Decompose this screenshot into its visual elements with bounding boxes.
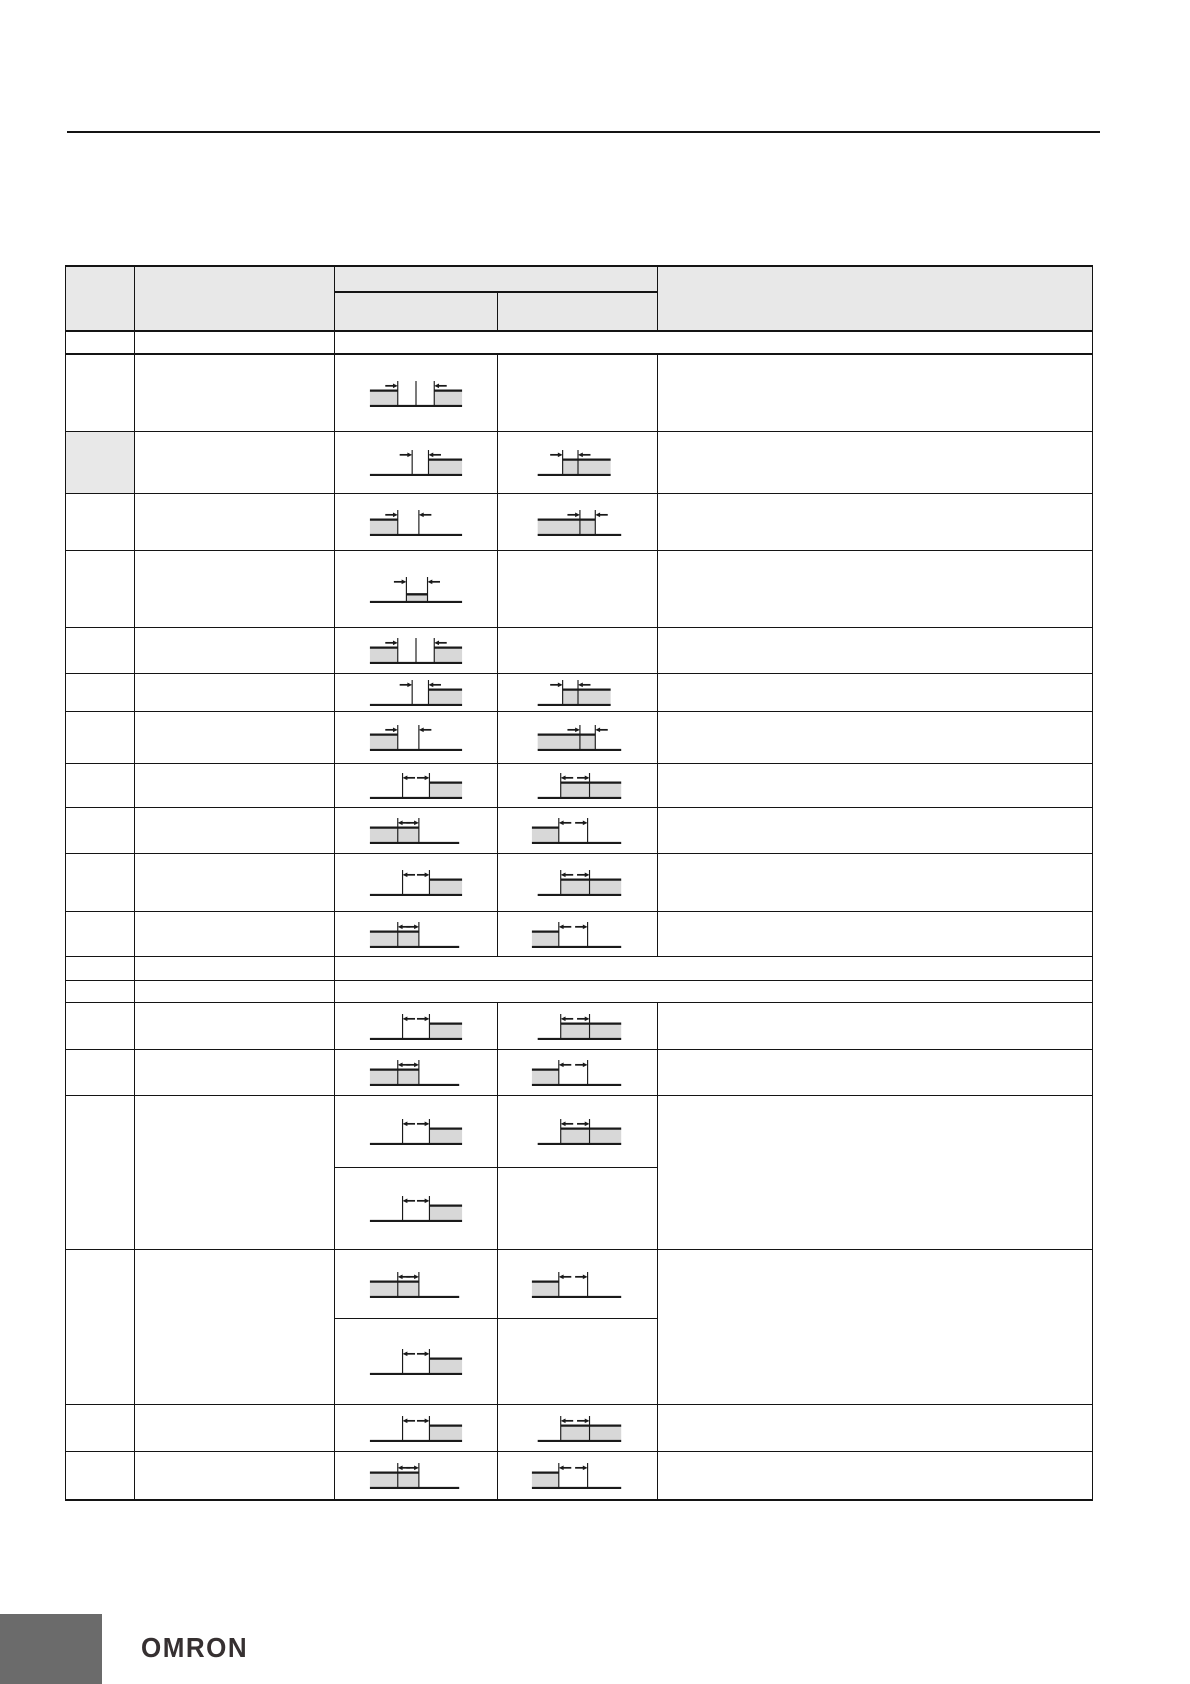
table-cell (66, 674, 135, 712)
timing-diagram-rise_outward (368, 1345, 464, 1378)
timing-diagram-on_outward (530, 769, 626, 802)
table-cell (658, 1003, 1092, 1050)
table-cell (335, 674, 498, 712)
table-cell (498, 854, 658, 912)
table-cell (135, 1096, 335, 1250)
table-cell (66, 355, 135, 432)
table-cell (498, 628, 658, 674)
timing-diagram-fall_outward (530, 918, 626, 951)
timing-diagram-on_inward (530, 676, 626, 709)
table-cell (498, 1096, 658, 1168)
table-cell (66, 1003, 135, 1050)
table-cell (66, 912, 135, 957)
table-cell (498, 764, 658, 808)
timing-diagram-on_outward (530, 1412, 626, 1445)
table-cell (335, 494, 498, 551)
table-cell (135, 355, 335, 432)
table-cell (498, 1319, 658, 1405)
table-cell (135, 957, 335, 981)
table-cell (135, 764, 335, 808)
table-cell (66, 981, 135, 1003)
table-cell (498, 1250, 658, 1319)
header-cell (658, 267, 1092, 332)
table-cell (498, 1050, 658, 1096)
table-cell (66, 494, 135, 551)
table-cell (335, 432, 498, 494)
table-cell (135, 674, 335, 712)
page-tab (0, 1614, 102, 1684)
table-cell (658, 764, 1092, 808)
timing-diagram-off_inward (530, 721, 626, 754)
table-cell (66, 551, 135, 628)
table-cell (66, 808, 135, 854)
table-cell (135, 808, 335, 854)
timing-diagram-off_outward (368, 1268, 464, 1301)
timing-diagram-on_inward (530, 446, 626, 479)
timing-diagram-fall_outward (530, 814, 626, 847)
table-cell (335, 1050, 498, 1096)
table-cell (335, 981, 1092, 1003)
table-cell (658, 1096, 1092, 1250)
table-cell (498, 1003, 658, 1050)
table-cell (335, 1250, 498, 1319)
table-cell (135, 854, 335, 912)
omron-logo: OMRON (141, 1632, 249, 1664)
table-cell (335, 1452, 498, 1499)
table-cell (135, 494, 335, 551)
header-cell (335, 267, 658, 293)
timing-diagram-rise_outward (368, 1115, 464, 1148)
table-cell (658, 1452, 1092, 1499)
table-cell (658, 674, 1092, 712)
table-cell (135, 628, 335, 674)
table-cell (335, 551, 498, 628)
table-cell (658, 912, 1092, 957)
timing-diagram-off_outward (368, 1056, 464, 1089)
table-cell (658, 854, 1092, 912)
table-cell (658, 1050, 1092, 1096)
header-cell (66, 267, 135, 332)
table-cell (658, 1250, 1092, 1405)
table-cell (66, 764, 135, 808)
timing-diagram-fall_inward (368, 721, 464, 754)
table-cell (66, 1405, 135, 1452)
table-cell (498, 912, 658, 957)
table-cell (658, 432, 1092, 494)
table-cell (135, 1250, 335, 1405)
timing-diagram-both_inward (368, 634, 464, 667)
timing-diagram-rise_outward (368, 1412, 464, 1445)
operation-table (65, 265, 1093, 1501)
header-cell (135, 267, 335, 332)
header-cell (335, 293, 498, 332)
table-cell (135, 981, 335, 1003)
table-cell (335, 1168, 498, 1250)
table-cell (335, 854, 498, 912)
table-cell (135, 1050, 335, 1096)
timing-diagram-rise_outward (368, 866, 464, 899)
table-cell (335, 1003, 498, 1050)
timing-diagram-fall_outward (530, 1459, 626, 1492)
table-cell (335, 808, 498, 854)
table-cell (498, 1405, 658, 1452)
table-cell (498, 712, 658, 764)
table-cell (66, 628, 135, 674)
table-cell (658, 808, 1092, 854)
table-cell (498, 808, 658, 854)
table-cell (135, 712, 335, 764)
table-cell (335, 957, 1092, 981)
timing-diagram-pulse_inward (368, 573, 464, 606)
timing-diagram-fall_inward (368, 506, 464, 539)
timing-diagram-rise_outward (368, 1010, 464, 1043)
table-cell (66, 1096, 135, 1250)
table-cell (498, 674, 658, 712)
table-cell (135, 551, 335, 628)
table-cell (335, 912, 498, 957)
table-cell (135, 1003, 335, 1050)
table-cell (335, 764, 498, 808)
table-cell (66, 1452, 135, 1499)
table-cell (498, 1168, 658, 1250)
header-cell (498, 293, 658, 332)
timing-diagram-both_inward (368, 377, 464, 410)
table-cell (135, 912, 335, 957)
timing-diagram-rise_outward (368, 1192, 464, 1225)
timing-diagram-off_outward (368, 1459, 464, 1492)
table-cell (658, 628, 1092, 674)
table-cell (658, 355, 1092, 432)
table-cell (66, 1250, 135, 1405)
timing-diagram-off_outward (368, 814, 464, 847)
table-cell (66, 854, 135, 912)
table-cell (498, 551, 658, 628)
timing-diagram-on_outward (530, 866, 626, 899)
timing-diagram-fall_outward (530, 1268, 626, 1301)
table-cell (135, 1405, 335, 1452)
table-cell (66, 957, 135, 981)
timing-diagram-rise_inward (368, 446, 464, 479)
table-cell (335, 1319, 498, 1405)
table-cell (335, 628, 498, 674)
table-cell (66, 712, 135, 764)
table-cell (135, 432, 335, 494)
table-cell (658, 712, 1092, 764)
table-cell (335, 712, 498, 764)
timing-diagram-off_outward (368, 918, 464, 951)
table-cell (658, 551, 1092, 628)
table-cell (66, 432, 135, 494)
timing-diagram-on_outward (530, 1010, 626, 1043)
table-cell (335, 1096, 498, 1168)
table-cell (135, 1452, 335, 1499)
table-cell (498, 1452, 658, 1499)
timing-diagram-on_outward (530, 1115, 626, 1148)
table-cell (498, 494, 658, 551)
table-cell (335, 332, 1092, 355)
table-cell (66, 1050, 135, 1096)
timing-diagram-fall_outward (530, 1056, 626, 1089)
table-cell (135, 332, 335, 355)
timing-diagram-off_inward (530, 506, 626, 539)
table-cell (498, 432, 658, 494)
top-rule (67, 131, 1100, 133)
table-cell (658, 494, 1092, 551)
table-cell (498, 355, 658, 432)
table-cell (335, 1405, 498, 1452)
timing-diagram-rise_outward (368, 769, 464, 802)
table-cell (658, 1405, 1092, 1452)
table-cell (66, 332, 135, 355)
table-cell (335, 355, 498, 432)
timing-diagram-rise_inward (368, 676, 464, 709)
